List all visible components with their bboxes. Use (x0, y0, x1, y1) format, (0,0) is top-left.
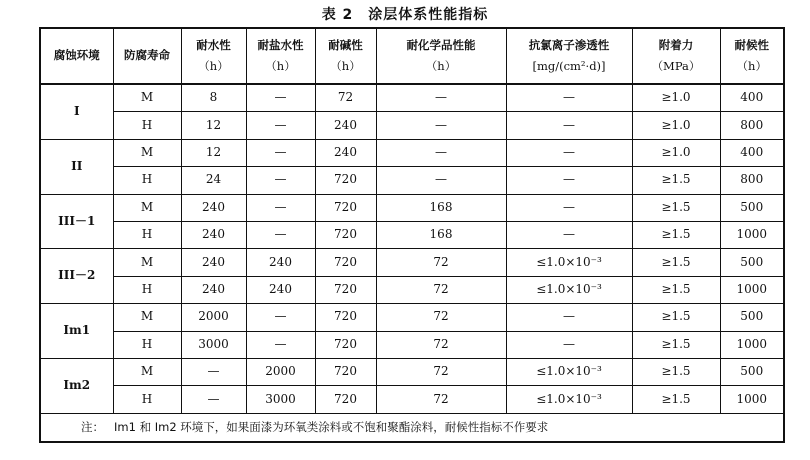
table-cell: ≥1.5 (632, 221, 720, 248)
table-cell: 500 (720, 194, 784, 221)
table-cell: ≥1.5 (632, 386, 720, 413)
table-cell: M (113, 304, 181, 331)
table-cell: ≥1.5 (632, 167, 720, 194)
table-cell: 240 (315, 112, 376, 139)
table-cell: ≥1.5 (632, 194, 720, 221)
table-cell: 72 (376, 386, 506, 413)
table-cell: 500 (720, 304, 784, 331)
table-row (40, 194, 784, 221)
table-cell: 400 (720, 139, 784, 166)
table-cell: 168 (376, 194, 506, 221)
table-cell: — (246, 304, 315, 331)
table-cell: ≤1.0×10⁻³ (506, 386, 632, 413)
table-cell: 1000 (720, 221, 784, 248)
table-cell: M (113, 139, 181, 166)
table-cell: 720 (315, 358, 376, 385)
table-row (40, 84, 784, 112)
table-cell: ≤1.0×10⁻³ (506, 249, 632, 276)
table-cell: ≥1.5 (632, 249, 720, 276)
table-cell: 1000 (720, 331, 784, 358)
table-cell: — (376, 112, 506, 139)
table-cell: — (506, 167, 632, 194)
table-row (40, 112, 784, 139)
env-cell: Im1 (40, 304, 113, 359)
note-row (40, 413, 784, 442)
table-cell: 720 (315, 304, 376, 331)
table-note (40, 413, 784, 442)
table-cell: ≥1.0 (632, 112, 720, 139)
note-text: Im1 和 Im2 环境下，如果面漆为环氧类涂料或不饱和聚酯涂料，耐候性指标不作要求 (114, 419, 549, 434)
table-cell: 3000 (246, 386, 315, 413)
table-row (40, 249, 784, 276)
coating-performance-table (39, 27, 785, 443)
env-cell: III－2 (40, 249, 113, 304)
table-cell: 240 (246, 276, 315, 303)
table-cell: H (113, 386, 181, 413)
table-row (40, 386, 784, 413)
env-cell: I (40, 84, 113, 139)
table-cell: — (506, 84, 632, 112)
table-cell: — (506, 331, 632, 358)
table-body (40, 84, 784, 413)
table-row (40, 221, 784, 248)
table-cell: 2000 (181, 304, 246, 331)
header-chloride: 抗氯离子渗透性 [mg/(cm²·d)] (506, 28, 632, 84)
table-cell: 720 (315, 167, 376, 194)
header-weathering: 耐候性 （h） (720, 28, 784, 84)
table-cell: — (376, 167, 506, 194)
table-cell: 72 (376, 358, 506, 385)
table-cell: — (506, 139, 632, 166)
table-cell: 240 (181, 221, 246, 248)
table-cell: — (246, 194, 315, 221)
table-cell: H (113, 276, 181, 303)
table-cell: 2000 (246, 358, 315, 385)
table-cell: 72 (376, 331, 506, 358)
table-cell: ≤1.0×10⁻³ (506, 358, 632, 385)
table-cell: 240 (181, 249, 246, 276)
header-saltwater: 耐盐水性 （h） (246, 28, 315, 84)
table-cell: — (376, 139, 506, 166)
table-cell: 3000 (181, 331, 246, 358)
table-cell: ≥1.5 (632, 304, 720, 331)
table-cell: 500 (720, 358, 784, 385)
table-cell: M (113, 249, 181, 276)
table-cell: 720 (315, 386, 376, 413)
table-title: 表 2 涂层体系性能指标 (321, 7, 489, 23)
table-cell: 12 (181, 139, 246, 166)
table-cell: 24 (181, 167, 246, 194)
table-cell: 400 (720, 84, 784, 112)
table-cell: 72 (376, 276, 506, 303)
table-row (40, 304, 784, 331)
table-cell: — (246, 167, 315, 194)
table-cell: 240 (315, 139, 376, 166)
table-cell: 800 (720, 167, 784, 194)
header-adhesion: 附着力 （MPa） (632, 28, 720, 84)
table-cell: 1000 (720, 386, 784, 413)
table-cell: — (246, 139, 315, 166)
table-cell: — (246, 84, 315, 112)
table-cell: — (506, 194, 632, 221)
table-cell: 12 (181, 112, 246, 139)
table-row (40, 276, 784, 303)
header-alkali: 耐碱性 （h） (315, 28, 376, 84)
table-cell: 8 (181, 84, 246, 112)
table-cell: H (113, 167, 181, 194)
table-cell: ≥1.0 (632, 139, 720, 166)
table-cell: 240 (181, 276, 246, 303)
table-row (40, 167, 784, 194)
table-cell: 240 (246, 249, 315, 276)
table-cell: 720 (315, 331, 376, 358)
table-cell: 72 (315, 84, 376, 112)
table-row (40, 358, 784, 385)
table-cell: 72 (376, 304, 506, 331)
table-cell: 800 (720, 112, 784, 139)
table-cell: H (113, 112, 181, 139)
table-cell: ≥1.5 (632, 331, 720, 358)
header-chemical: 耐化学品性能 （h） (376, 28, 506, 84)
table-cell: — (506, 112, 632, 139)
table-cell: ≥1.5 (632, 276, 720, 303)
table-cell: M (113, 194, 181, 221)
env-cell: Im2 (40, 358, 113, 413)
table-cell: ≥1.5 (632, 358, 720, 385)
table-cell: — (246, 331, 315, 358)
table-cell: 500 (720, 249, 784, 276)
table-cell: 720 (315, 221, 376, 248)
table-cell: — (506, 221, 632, 248)
table-cell: 240 (181, 194, 246, 221)
note-label: 注： (81, 419, 104, 434)
table-cell: 720 (315, 249, 376, 276)
table-cell: H (113, 221, 181, 248)
header-water: 耐水性 （h） (181, 28, 246, 84)
table-cell: — (506, 304, 632, 331)
table-cell: M (113, 84, 181, 112)
table-cell: M (113, 358, 181, 385)
env-cell: II (40, 139, 113, 194)
table-row (40, 331, 784, 358)
table-cell: H (113, 331, 181, 358)
table-cell: ≤1.0×10⁻³ (506, 276, 632, 303)
table-cell: — (181, 386, 246, 413)
table-cell: — (181, 358, 246, 385)
header-env: 腐蚀环境 (40, 28, 113, 84)
table-cell: — (246, 112, 315, 139)
table-cell: 72 (376, 249, 506, 276)
table-cell: — (376, 84, 506, 112)
header-row (40, 28, 784, 84)
table-cell: 720 (315, 276, 376, 303)
table-cell: 720 (315, 194, 376, 221)
header-life: 防腐寿命 (113, 28, 181, 84)
env-cell: III－1 (40, 194, 113, 249)
table-cell: 168 (376, 221, 506, 248)
table-cell: — (246, 221, 315, 248)
table-cell: 1000 (720, 276, 784, 303)
table-cell: ≥1.0 (632, 84, 720, 112)
table-row (40, 139, 784, 166)
